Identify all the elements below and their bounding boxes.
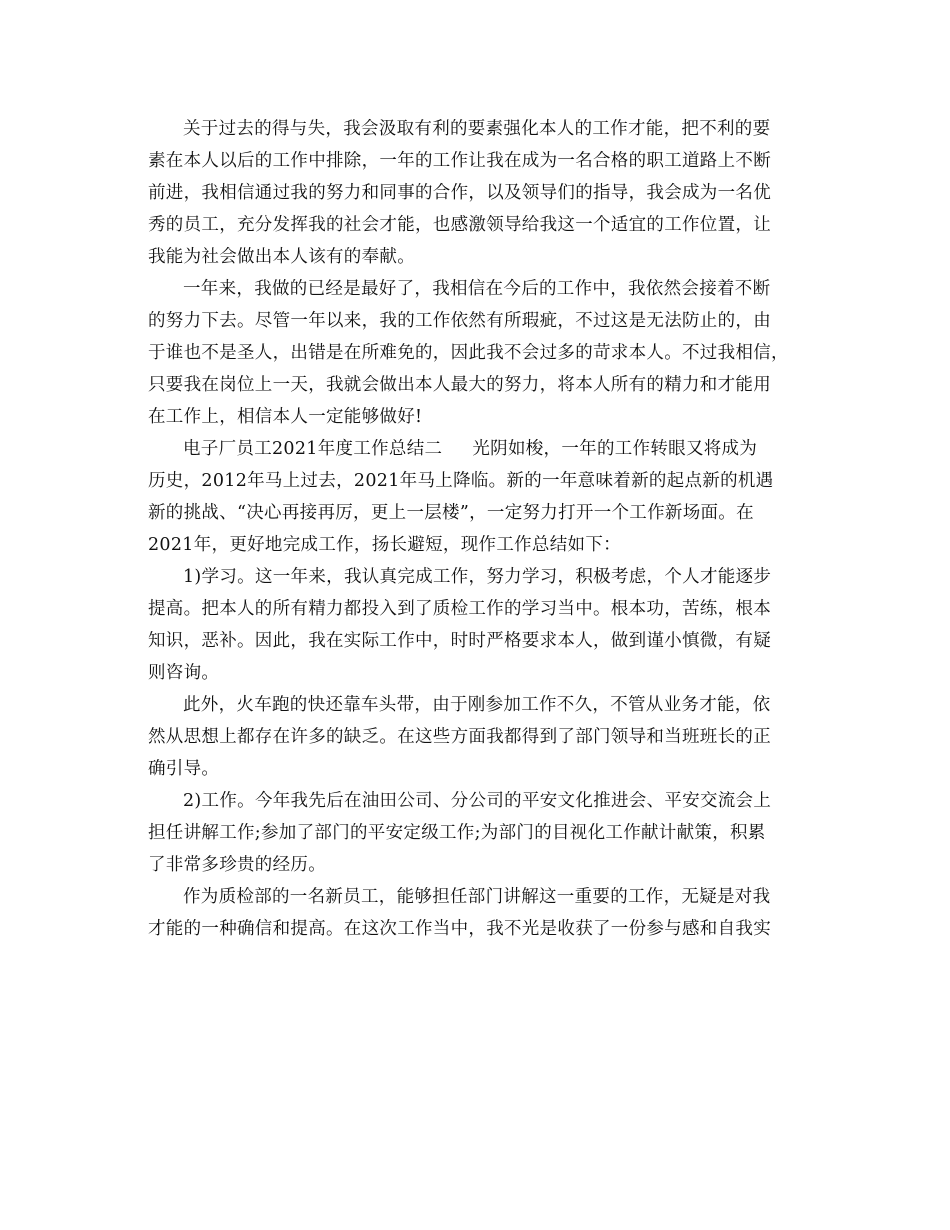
text-line: 在工作上，相信本人一定能够做好! (148, 407, 423, 427)
text-line: 2021年，更好地完成工作，扬长避短，现作工作总结如下： (148, 535, 621, 555)
text-line: 历史，2012年马上过去，2021年马上降临。新的一年意味着新的起点新的机遇 (148, 471, 774, 491)
text-line: 我能为社会做出本人该有的奉献。 (148, 247, 415, 267)
text-line: 关于过去的得与失，我会汲取有利的要素强化本人的工作才能，把不利的要 (183, 119, 771, 139)
text-line: 1)学习。这一年来，我认真完成工作，努力学习，积极考虑，个人才能逐步 (183, 567, 772, 587)
text-line: 了非常多珍贵的经历。 (148, 855, 326, 875)
text-line-continuation: 光阴如梭，一年的工作转眼又将成为 (472, 439, 758, 459)
text-line: 秀的员工，充分发挥我的社会才能，也感激领导给我这一个适宜的工作位置，让 (148, 215, 771, 235)
text-line: 新的挑战、“决心再接再厉，更上一层楼”，一定努力打开一个工作新场面。在 (148, 503, 754, 523)
text-line: 于谁也不是圣人，出错是在所难免的，因此我不会过多的苛求本人。不过我相信， (148, 343, 789, 363)
text-line: 素在本人以后的工作中排除，一年的工作让我在成为一名合格的职工道路上不断 (148, 151, 771, 171)
text-line: 提高。把本人的所有精力都投入到了质检工作的学习当中。根本功，苦练，根本 (148, 599, 771, 619)
section-title: 电子厂员工2021年度工作总结二 (183, 439, 443, 459)
text-line: 然从思想上都存在许多的缺乏。在这些方面我都得到了部门领导和当班班长的正 (148, 727, 771, 747)
text-line: 的努力下去。尽管一年以来，我的工作依然有所瑕疵，不过这是无法防止的，由 (148, 311, 771, 331)
paragraph-6 (148, 785, 808, 881)
text-line: 作为质检部的一名新员工，能够担任部门讲解这一重要的工作，无疑是对我 (183, 887, 771, 907)
text-line: 2)工作。今年我先后在油田公司、分公司的平安文化推进会、平安交流会上 (183, 791, 772, 811)
text-line: 知识，恶补。因此，我在实际工作中，时时严格要求本人，做到谨小慎微，有疑 (148, 631, 771, 651)
text-line: 担任讲解工作;参加了部门的平安定级工作;为部门的目视化工作献计献策，积累 (148, 823, 766, 843)
paragraph-4 (148, 561, 808, 689)
text-line: 则咨询。 (148, 663, 220, 683)
paragraph-1 (148, 113, 808, 273)
text-line: 此外，火车跑的快还靠车头带，由于刚参加工作不久，不管从业务才能，依 (183, 695, 771, 715)
paragraph-3 (148, 433, 808, 561)
text-line: 前进，我相信通过我的努力和同事的合作，以及领导们的指导，我会成为一名优 (148, 183, 771, 203)
text-line (148, 433, 808, 465)
text-line: 才能的一种确信和提高。在这次工作当中，我不光是收获了一份参与感和自我实 (148, 919, 771, 939)
paragraph-5 (148, 689, 808, 785)
paragraph-2 (148, 273, 808, 433)
paragraph-7 (148, 881, 808, 945)
text-line: 确引导。 (148, 759, 220, 779)
text-line: 一年来，我做的已经是最好了，我相信在今后的工作中，我依然会接着不断 (183, 279, 771, 299)
document-body (148, 113, 808, 945)
text-line: 只要我在岗位上一天，我就会做出本人最大的努力，将本人所有的精力和才能用 (148, 375, 771, 395)
